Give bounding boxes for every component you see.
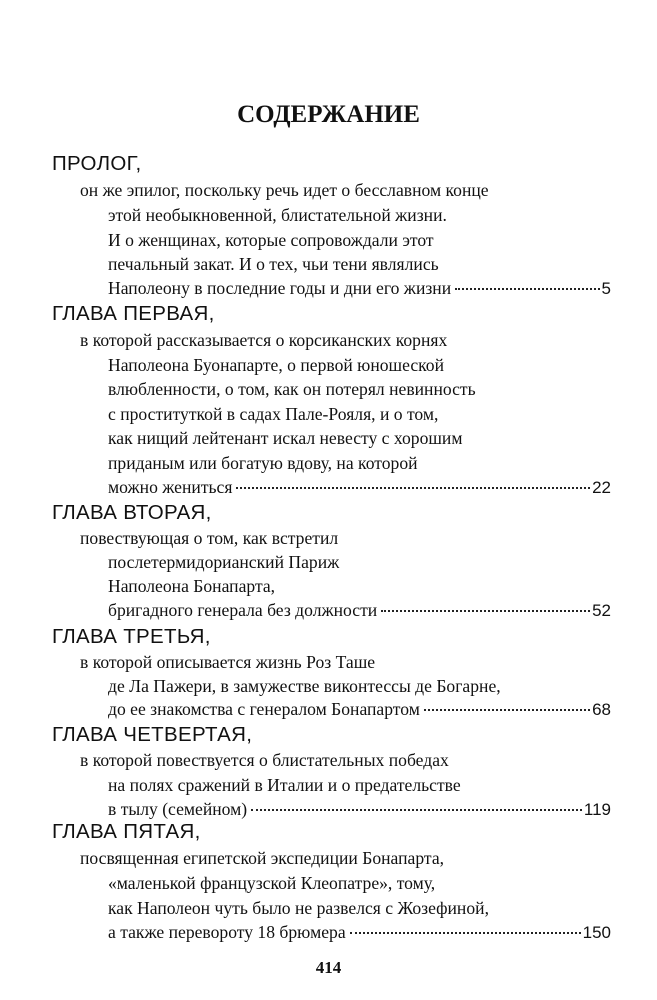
dot-leader [350, 932, 581, 934]
description-line: посвященная египетской экспедиции Бонапарта, [80, 848, 445, 868]
description-line: Наполеона Буонапарте, о первой юношеской [108, 355, 445, 375]
description-line: этой необыкновенной, блистательной жизни. [108, 205, 447, 225]
description-line: приданым или богатую вдову, на которой [108, 453, 418, 473]
page-number: 119 [583, 800, 611, 819]
description-line: «маленькой французской Клеопатре», тому, [108, 873, 436, 893]
description-line: в которой повествуется о блистательных победах [80, 750, 449, 770]
page-number: 22 [592, 478, 611, 497]
chapter-title: ГЛАВА ТРЕТЬЯ, [52, 625, 211, 648]
description-line: бригадного генерала без должности [108, 600, 378, 620]
page-number: 52 [592, 601, 611, 620]
toc-leader-line [108, 476, 611, 499]
toc-leader-line [108, 599, 611, 622]
dot-leader [424, 709, 590, 711]
folio-page-number: 414 [315, 958, 342, 977]
dot-leader [236, 487, 590, 489]
description-line: в которой описывается жизнь Роз Таше [80, 652, 376, 672]
description-line: на полях сражений в Италии и о предательстве [108, 775, 461, 795]
page-number: 68 [592, 700, 611, 719]
dot-leader [455, 288, 599, 290]
chapter-title: ГЛАВА ПЯТАЯ, [52, 820, 201, 843]
page-number: 5 [601, 279, 611, 298]
description-line: как Наполеон чуть было не развелся с Жозефиной, [108, 898, 489, 918]
chapter-title: ГЛАВА ЧЕТВЕРТАЯ, [52, 723, 253, 746]
chapter-title: ПРОЛОГ, [52, 152, 142, 175]
description-line: до ее знакомства с генералом Бонапартом [108, 699, 420, 719]
page-number: 150 [582, 923, 611, 942]
chapter-title: ГЛАВА ПЕРВАЯ, [52, 302, 215, 325]
description-line: а также перевороту 18 брюмера [108, 922, 346, 942]
toc-leader-line [108, 277, 611, 300]
toc-heading: СОДЕРЖАНИЕ [237, 101, 420, 128]
description-line: влюбленности, о том, как он потерял невинность [108, 379, 476, 399]
description-line: в тылу (семейном) [108, 799, 248, 819]
description-line: как нищий лейтенант искал невесту с хорошим [108, 428, 463, 448]
dot-leader [381, 610, 590, 612]
description-line: в которой рассказывается о корсиканских корнях [80, 330, 448, 350]
chapter-title: ГЛАВА ВТОРАЯ, [52, 501, 212, 524]
description-line: можно жениться [108, 477, 233, 497]
description-line: повествующая о том, как встретил [80, 528, 339, 548]
description-line: с проституткой в садах Пале-Рояля, и о том, [108, 404, 439, 424]
toc-leader-line [108, 698, 611, 721]
description-line: И о женщинах, которые сопровождали этот [108, 230, 434, 250]
description-line: он же эпилог, поскольку речь идет о бесславном конце [80, 180, 489, 200]
toc-leader-line [108, 798, 611, 821]
description-line: Наполеона Бонапарта, [108, 576, 276, 596]
description-line: де Ла Пажери, в замужестве виконтессы де Богарне, [108, 676, 501, 696]
description-line: печальный закат. И о тех, чьи тени являлись [108, 254, 439, 274]
toc-leader-line [108, 921, 611, 944]
description-line: послетермидорианский Париж [108, 552, 340, 572]
dot-leader [251, 809, 582, 811]
description-line: Наполеону в последние годы и дни его жизни [108, 278, 452, 298]
